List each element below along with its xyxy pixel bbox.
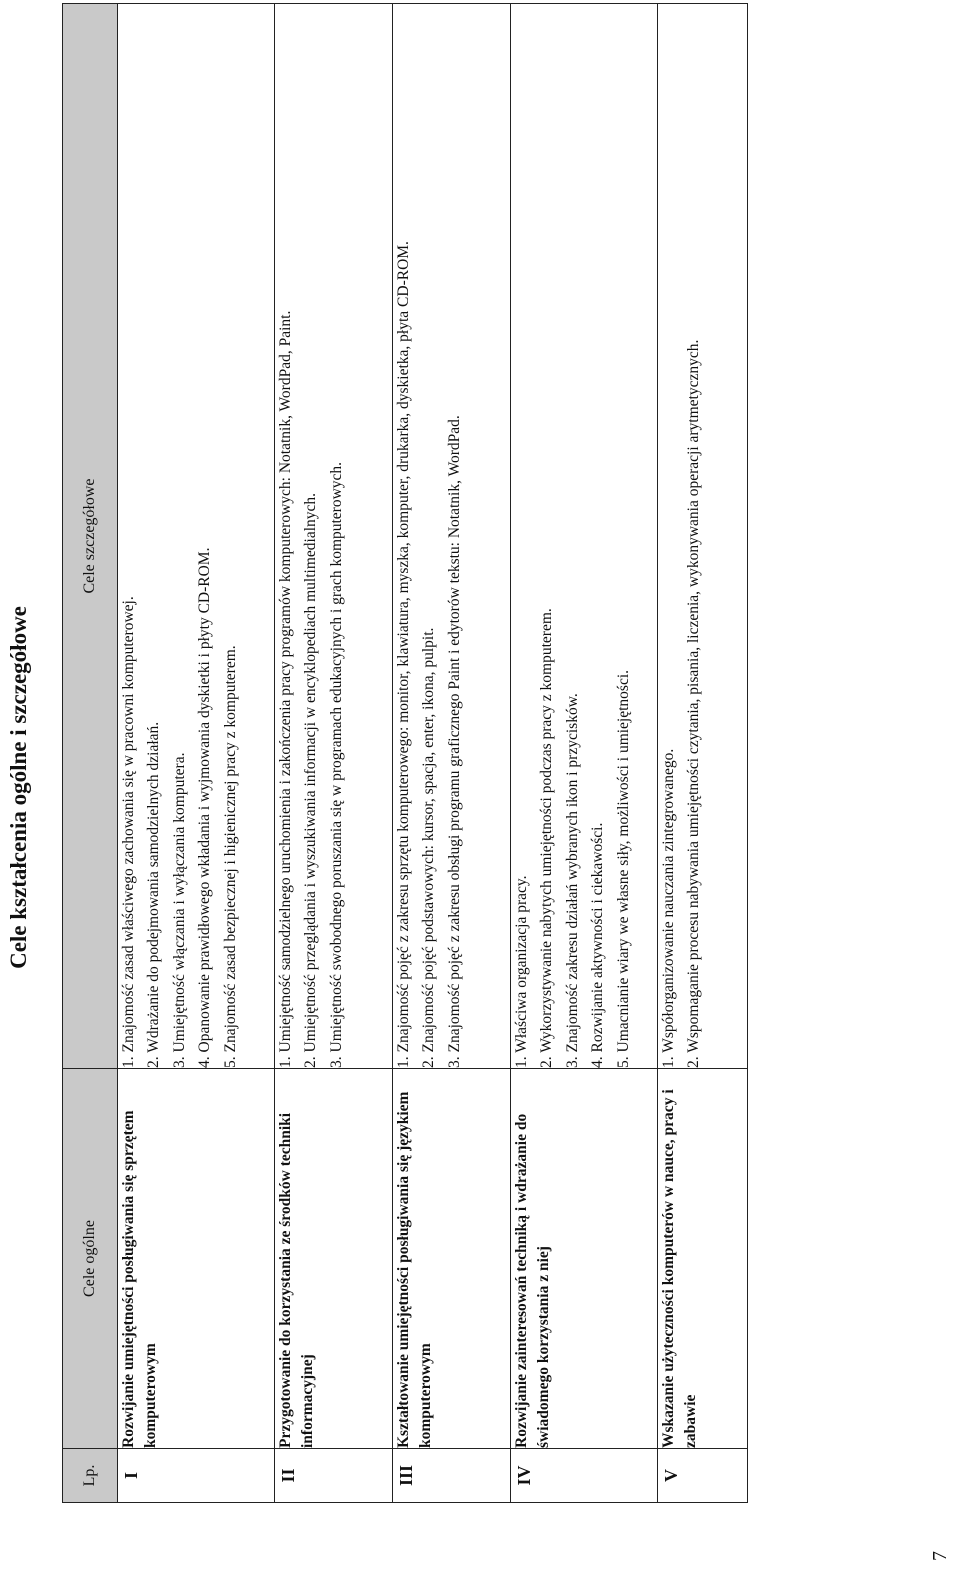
list-item: 1. Znajomość zasad właściwego zachowania się w pracowni komputerowej. xyxy=(120,596,137,1068)
table-row xyxy=(511,4,658,1503)
page-title: Cele kształcenia ogólne i szczegółowe xyxy=(6,606,31,969)
list-item: 1. Umiejętność samodzielnego uruchomienia i zakończenia pracy programów komputerowych: Notatnik, WordPad, Paint. xyxy=(277,310,294,1068)
general-goal: Rozwijanie umiejętności posługiwania się sprzętem komputerowym xyxy=(118,1069,275,1449)
row-number: I xyxy=(118,1449,275,1503)
row-number: IV xyxy=(511,1449,658,1503)
list-item: 5. Znajomość zasad bezpiecznej i higienicznej pracy z komputerem. xyxy=(221,645,239,1068)
header-specific-goals: Cele szczegółowe xyxy=(63,4,118,1069)
list-item: 1. Znajomość pojęć z zakresu sprzętu komputerowego: monitor, klawiatura, myszka, komputer, drukarka, dyskietka, płyta CD-ROM. xyxy=(395,241,412,1068)
list-item: 2. Umiejętność przeglądania i wyszukiwania informacji w encyklopediach multimedialnych. xyxy=(302,492,320,1068)
general-goal: Wskazanie użyteczności komputerów w nauce, pracy i zabawie xyxy=(658,1069,748,1449)
list-item: 3. Znajomość pojęć z zakresu obsługi programu graficznego Paint i edytorów tekstu: Notatnik, WordPad. xyxy=(445,415,463,1068)
list-item: 4. Opanowanie prawidłowego wkładania i wyjmowania dyskietki i płyty CD-ROM. xyxy=(196,547,214,1068)
header-lp: Lp. xyxy=(63,1449,118,1503)
list-item: 2. Wspomaganie procesu nabywania umiejętności czytania, pisania, liczenia, wykonywania operacji arytmetycznych. xyxy=(685,339,703,1068)
list-item: 4. Rozwijanie aktywności i ciekawości. xyxy=(589,822,607,1068)
list-item: 3. Umiejętność włączania i wyłączania komputera. xyxy=(170,752,188,1068)
specific-goals-cell xyxy=(118,4,275,1069)
list-item: 3. Umiejętność swobodnego poruszania się w programach edukacyjnych i grach komputerowych. xyxy=(327,461,345,1068)
table-row xyxy=(275,4,393,1503)
table-header-row xyxy=(63,4,118,1503)
row-number: II xyxy=(275,1449,393,1503)
row-number: V xyxy=(658,1449,748,1503)
list-item: 2. Znajomość pojęć podstawowych: kursor, spacja, enter, ikona, pulpit. xyxy=(420,627,438,1068)
general-goal: Przygotowanie do korzystania ze środków techniki informacyjnej xyxy=(275,1069,393,1449)
list-item: 1. Właściwa organizacja pracy. xyxy=(513,875,530,1068)
header-general-goals: Cele ogólne xyxy=(63,1069,118,1449)
specific-goals-cell xyxy=(275,4,393,1069)
specific-goals-cell xyxy=(658,4,748,1069)
list-item: 3. Znajomość zakresu działań wybranych ikon i przycisków. xyxy=(563,693,581,1068)
list-item: 5. Umacnianie wiary we własne siły, możliwości i umiejętności. xyxy=(614,669,632,1068)
list-item: 2. Wdrażanie do podejmowania samodzielnych działań. xyxy=(145,721,163,1068)
list-item: 2. Wykorzystywanie nabytych umiejętności podczas pracy z komputerem. xyxy=(538,608,556,1068)
general-goal: Kształtowanie umiejętności posługiwania się językiem komputerowym xyxy=(393,1069,511,1449)
list-item: 1. Współorganizowanie nauczania zintegrowanego. xyxy=(660,748,677,1068)
table-row xyxy=(118,4,275,1503)
general-goal: Rozwijanie zainteresowań techniką i wdrażanie do świadomego korzystania z niej xyxy=(511,1069,658,1449)
goals-table xyxy=(62,3,748,1503)
specific-goals-cell xyxy=(511,4,658,1069)
table-row xyxy=(393,4,511,1503)
specific-goals-cell xyxy=(393,4,511,1069)
page-number: 7 xyxy=(929,1551,951,1561)
table-row xyxy=(658,4,748,1503)
row-number: III xyxy=(393,1449,511,1503)
